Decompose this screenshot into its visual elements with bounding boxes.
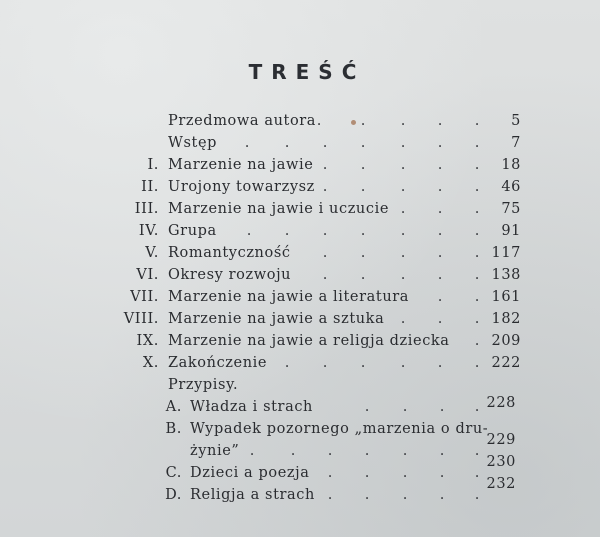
page-number: 229 [486,432,516,448]
appendix-title: Władza i strach [190,399,313,415]
chapter-title: Romantyczność [168,245,291,261]
chapter-title: Okresy rozwoju [168,267,292,283]
chapter-number: X. [142,355,159,371]
chapter-title: Przedmowa autora [168,113,317,129]
toc-entry: IV. Grupa . . . . . . . 91 [0,220,600,242]
chapter-title: Marzenie na jawie i uczucie [168,201,390,217]
appendix-letter: A. [165,399,182,415]
appendix-letter: C. [165,465,182,481]
chapter-number: I. [147,157,159,173]
page-number: 138 [491,267,521,283]
toc-entry: IX. Marzenie na jawie a religja dziecka . 209 [0,330,600,352]
chapter-number: VI. [136,267,159,283]
toc-entry: V. Romantyczność . . . . . 117 [0,242,600,264]
appendix-title-continuation: żynie” [190,443,240,459]
chapter-number: IX. [136,333,159,349]
chapter-title: Marzenie na jawie [168,157,314,173]
toc-entry: Przedmowa autora . . . . . 5 [0,110,600,132]
appendix-title: Wypadek pozornego „marzenia o dru- [190,421,489,437]
appendix-entry-continuation: żynie” . . . . . . . 229 [0,440,600,462]
toc-entry: II. Urojony towarzysz . . . . . 46 [0,176,600,198]
chapter-number: III. [134,201,159,217]
appendix-letter: D. [165,487,182,503]
page-number: 228 [486,395,516,411]
page-number: 18 [501,157,521,173]
toc-entry: VIII. Marzenie na jawie a sztuka . . . 182 [0,308,600,330]
appendix-heading: Przypisy. [168,377,239,393]
page-number: 46 [501,179,521,195]
chapter-title: Urojony towarzysz [168,179,315,195]
toc-entry: I. Marzenie na jawie . . . . . 18 [0,154,600,176]
chapter-title: Wstęp [168,135,218,151]
chapter-title: Zakończenie [168,355,268,371]
appendix-title: Dzieci a poezja [190,465,310,481]
chapter-title: Marzenie na jawie a literatura [168,289,410,305]
chapter-number: VII. [130,289,159,305]
toc-entry: Wstęp . . . . . . . 7 [0,132,600,154]
toc-entry: III. Marzenie na jawie i uczucie . . . 75 [0,198,600,220]
page-number: 117 [491,245,521,261]
chapter-title: Marzenie na jawie a sztuka [168,311,385,327]
page-number: 91 [501,223,521,239]
chapter-number: IV. [138,223,159,239]
appendix-letter: B. [165,421,182,437]
chapter-number: VIII. [123,311,159,327]
chapter-title: Grupa [168,223,217,239]
toc-entry: VI. Okresy rozwoju . . . . . 138 [0,264,600,286]
toc-entry: VII. Marzenie na jawie a literatura . . 161 [0,286,600,308]
page-title: TREŚĆ [248,60,366,84]
page-number: 209 [491,333,521,349]
chapter-number: V. [145,245,159,261]
toc-entry: X. Zakończenie . . . . . . 222 [0,352,600,374]
appendix-title: Religja a strach [190,487,315,503]
appendix-entry: D. Religja a strach . . . . . 232 [0,484,600,506]
page-number: 182 [491,311,521,327]
chapter-number: II. [141,179,159,195]
page-number: 161 [491,289,521,305]
appendix-entry: C. Dzieci a poezja . . . . . 230 [0,462,600,484]
chapter-title: Marzenie na jawie a religja dziecka [168,333,450,349]
page-number: 7 [511,135,521,151]
appendix-entry: A. Władza i strach . . . . 228 [0,396,600,418]
page-number: 232 [486,476,516,492]
page-number: 222 [491,355,521,371]
page-number: 5 [511,113,521,129]
page-number: 75 [501,201,521,217]
page-number: 230 [486,454,516,470]
